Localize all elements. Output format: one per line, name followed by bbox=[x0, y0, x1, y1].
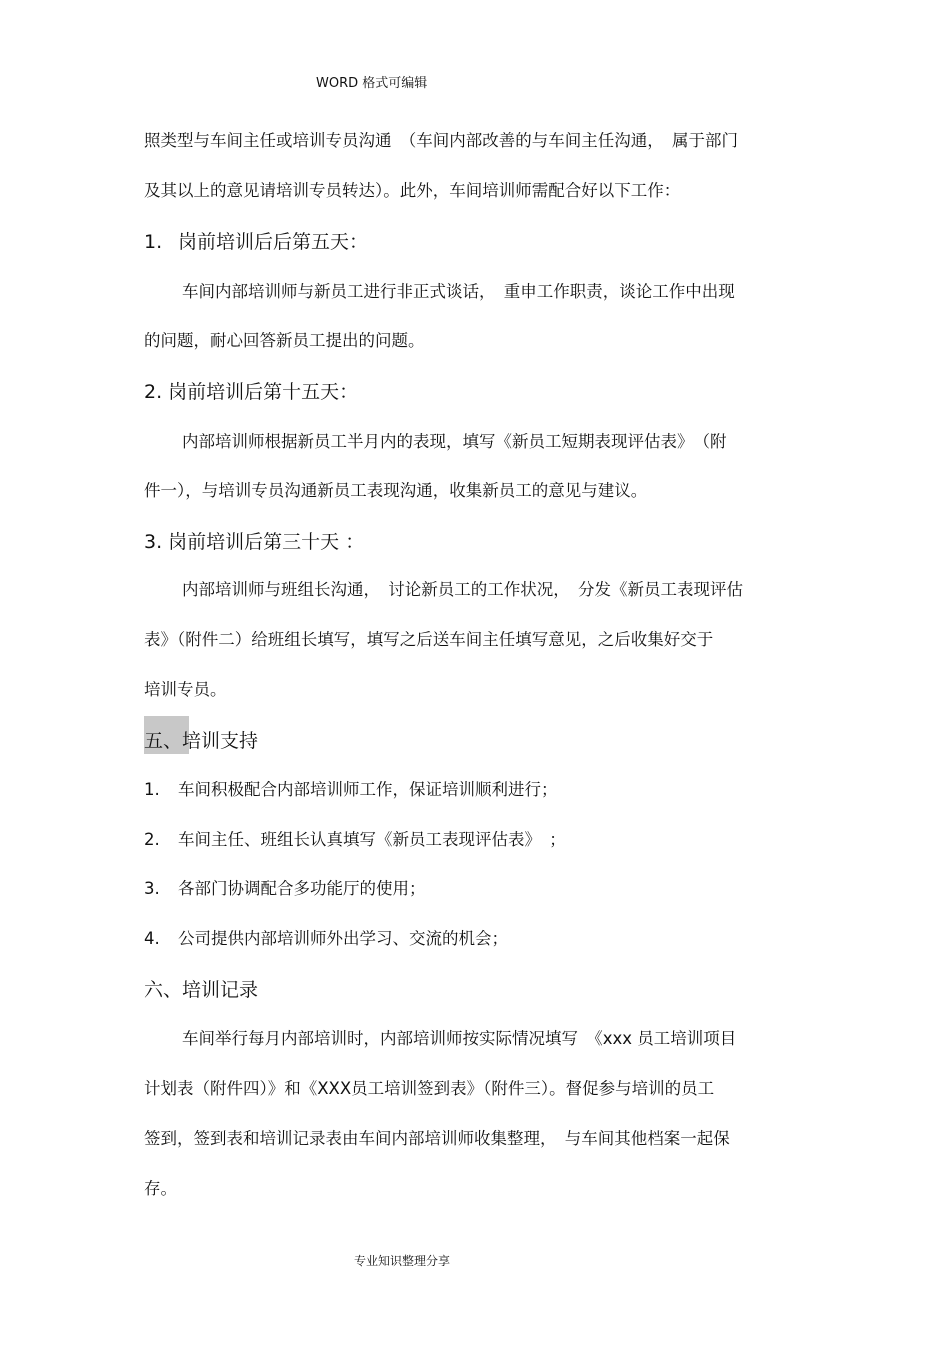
paragraph-line: 计划表（附件四）》和《XXX员工培训签到表》（附件三）。督促参与培训的员工 bbox=[144, 1079, 715, 1098]
paragraph-line: 培训专员。 bbox=[144, 680, 227, 699]
paragraph-line: 存。 bbox=[144, 1179, 177, 1198]
section-title-training-records: 六、培训记录 bbox=[144, 979, 259, 1001]
paragraph-line: 内部培训师根据新员工半月内的表现，填写《新员工短期表现评估表》 （附 bbox=[182, 432, 727, 451]
paragraph-line: 及其以上的意见请培训专员转达）。此外，车间培训师需配合好以下工作： bbox=[144, 181, 681, 200]
list-text: 车间主任、班组长认真填写《新员工表现评估表》 ； bbox=[178, 830, 566, 849]
list-item bbox=[144, 780, 558, 800]
list-text: 各部门协调配合多功能厅的使用； bbox=[178, 879, 426, 898]
list-number: 2. bbox=[144, 830, 160, 849]
list-number: 3. bbox=[144, 879, 160, 898]
page-header: WORD 格式可编辑 bbox=[316, 76, 428, 91]
paragraph-line: 车间内部培训师与新员工进行非正式谈话， 重申工作职责，谈论工作中出现 bbox=[182, 282, 735, 301]
paragraph-line: 签到，签到表和培训记录表由车间内部培训师收集整理， 与车间其他档案一起保 bbox=[144, 1129, 730, 1148]
subheading-day5 bbox=[144, 230, 368, 254]
list-text: 公司提供内部培训师外出学习、交流的机会； bbox=[178, 929, 508, 948]
paragraph-line: 的问题，耐心回答新员工提出的问题。 bbox=[144, 331, 425, 350]
paragraph-line: 照类型与车间主任或培训专员沟通 （车间内部改善的与车间主任沟通， 属于部门 bbox=[144, 131, 738, 150]
list-item bbox=[144, 830, 566, 850]
paragraph-line: 车间举行每月内部培训时，内部培训师按实际情况填写 《xxx 员工培训项目 bbox=[182, 1029, 737, 1048]
paragraph-line: 表》（附件二）给班组长填写，填写之后送车间主任填写意见，之后收集好交于 bbox=[144, 630, 714, 649]
page-footer: 专业知识整理分享 bbox=[354, 1254, 451, 1268]
paragraph-line: 件一），与培训专员沟通新员工表现沟通，收集新员工的意见与建议。 bbox=[144, 481, 648, 500]
list-item bbox=[144, 929, 508, 949]
paragraph-line: 内部培训师与班组长沟通， 讨论新员工的工作状况， 分发《新员工表现评估 bbox=[182, 580, 743, 599]
section-title-training-support: 五、培训支持 bbox=[144, 730, 259, 752]
subheading-number: 1. bbox=[144, 231, 163, 253]
list-number: 4. bbox=[144, 929, 160, 948]
list-text: 车间积极配合内部培训师工作，保证培训顺利进行； bbox=[178, 780, 558, 799]
subheading-day15: 2. 岗前培训后第十五天： bbox=[144, 381, 359, 403]
list-item bbox=[144, 879, 426, 899]
subheading-text: 岗前培训后后第五天： bbox=[178, 231, 369, 253]
list-number: 1. bbox=[144, 780, 160, 799]
subheading-day30: 3. 岗前培训后第三十天 ： bbox=[144, 531, 365, 553]
